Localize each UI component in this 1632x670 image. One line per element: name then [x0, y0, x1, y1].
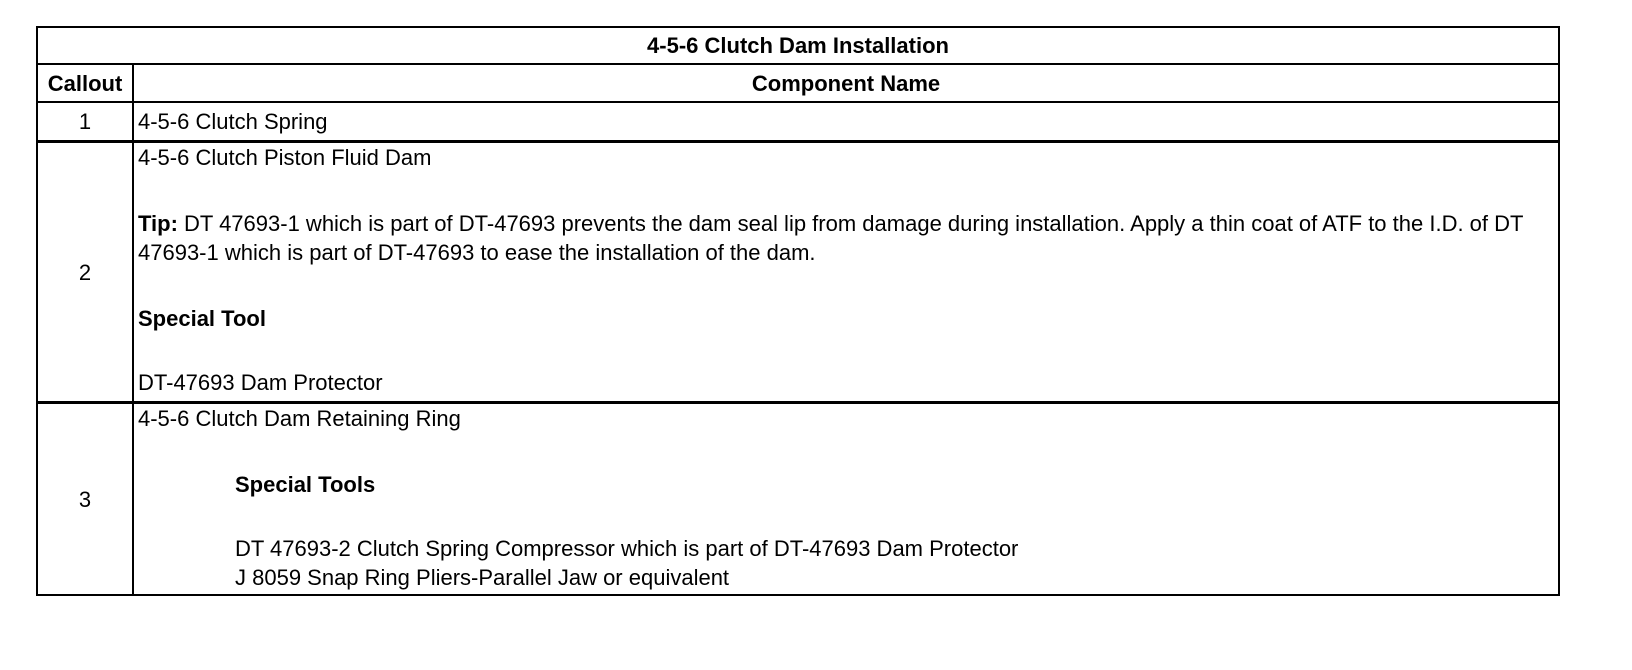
special-tool-item: DT-47693 Dam Protector: [138, 370, 383, 395]
tip-label: Tip:: [138, 211, 178, 236]
component-cell: [133, 142, 1559, 403]
table-row: [37, 102, 1559, 142]
component-name: 4-5-6 Clutch Spring: [133, 102, 1559, 142]
header-row: [37, 64, 1559, 102]
component-name-column-header: Component Name: [133, 64, 1559, 102]
special-tool-item: J 8059 Snap Ring Pliers-Parallel Jaw or equivalent: [235, 565, 730, 590]
callout-column-header: Callout: [37, 64, 133, 102]
component-name: 4-5-6 Clutch Piston Fluid Dam: [138, 145, 432, 170]
table-row: [37, 403, 1559, 596]
tip-paragraph: [138, 209, 1554, 267]
title-row: [37, 27, 1559, 64]
table-title: 4-5-6 Clutch Dam Installation: [37, 27, 1559, 64]
callout-number: 2: [37, 142, 133, 403]
callout-number: 1: [37, 102, 133, 142]
callout-number: 3: [37, 403, 133, 596]
special-tool-heading: Special Tool: [138, 306, 266, 331]
table-row: [37, 142, 1559, 403]
special-tool-item: DT 47693-2 Clutch Spring Compressor which is part of DT-47693 Dam Protector: [235, 536, 1019, 561]
component-table: [36, 26, 1560, 596]
special-tools-heading: Special Tools: [235, 472, 376, 497]
component-name: 4-5-6 Clutch Dam Retaining Ring: [138, 406, 461, 431]
component-cell: [133, 403, 1559, 596]
tip-text: DT 47693-1 which is part of DT-47693 prevents the dam seal lip from damage during installation. Apply a thin coat of ATF to the I.D. of DT 47693-1 which is part of DT-47693 to ease the installation of the dam.: [138, 211, 1524, 265]
